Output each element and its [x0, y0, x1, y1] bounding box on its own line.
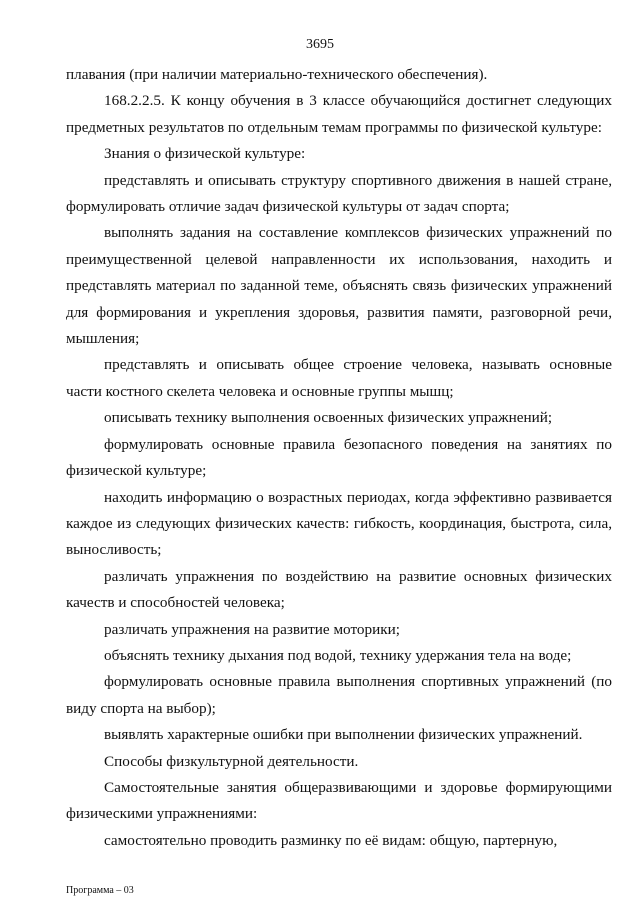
- paragraph-13: формулировать основные правила выполнения спортивных упражнений (по виду спорта на выбор);: [66, 673, 612, 717]
- paragraph-6: представлять и описывать общее строение человека, называть основные части костного скелета человека и основные группы мышц;: [66, 356, 612, 400]
- paragraph-8: формулировать основные правила безопасного поведения на занятиях по физической культуре;: [66, 435, 612, 480]
- document-body: [66, 62, 612, 854]
- paragraph-2: 168.2.2.5. К концу обучения в 3 классе обучающийся достигнет следующих предметных результатов по отдельным темам программы по физической культуре:: [66, 92, 612, 136]
- page-footer: Программа – 03: [66, 885, 134, 896]
- paragraph-15: Способы физкультурной деятельности.: [104, 752, 359, 770]
- paragraph-5: выполнять задания на составление комплексов физических упражнений по преимущественной целевой направленности их использования, находить и представлять материал по заданной теме, объяснять связь физических упражнений для формирования и укрепления здоровья, развития памяти, разговорной речи, мышления;: [66, 224, 612, 348]
- paragraph-7: описывать технику выполнения освоенных физических упражнений;: [104, 409, 553, 427]
- paragraph-11: различать упражнения на развитие моторики;: [104, 620, 400, 638]
- paragraph-17: самостоятельно проводить разминку по её видам: общую, партерную,: [104, 831, 558, 849]
- paragraph-10: различать упражнения по воздействию на развитие основных физических качеств и способностей человека;: [66, 567, 612, 612]
- paragraph-16: Самостоятельные занятия общеразвивающими и здоровье формирующими физическими упражнениями:: [66, 778, 612, 823]
- paragraph-12: объяснять технику дыхания под водой, технику удержания тела на воде;: [104, 646, 572, 664]
- paragraph-9: находить информацию о возрастных периодах, когда эффективно развивается каждое из следующих физических качеств: гибкость, координация, быстрота, сила, выносливость;: [66, 488, 612, 559]
- page-number: 3695: [306, 37, 334, 52]
- paragraph-4: представлять и описывать структуру спортивного движения в нашей стране, формулировать отличие задач физической культуры от задач спорта;: [66, 171, 612, 216]
- paragraph-1: плавания (при наличии материально-технического обеспечения).: [66, 66, 488, 83]
- paragraph-3: Знания о физической культуре:: [104, 145, 306, 163]
- paragraph-14: выявлять характерные ошибки при выполнении физических упражнений.: [104, 726, 583, 744]
